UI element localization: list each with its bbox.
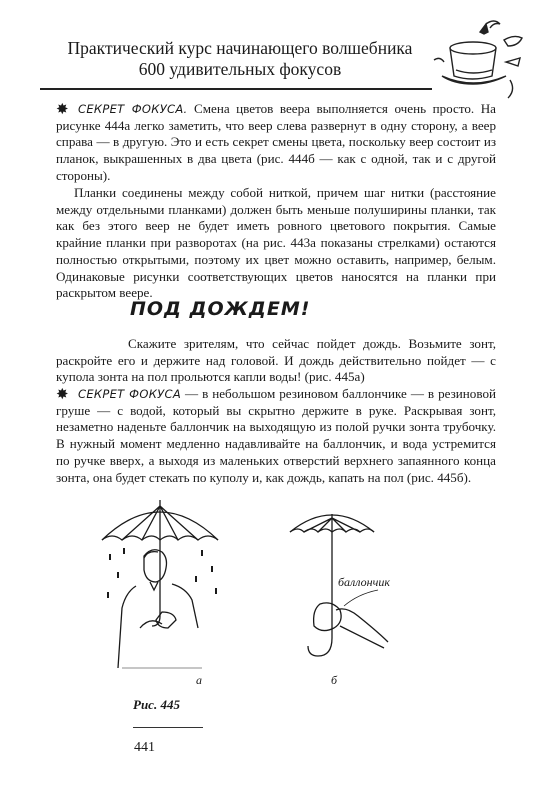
balloon-callout: баллончик: [338, 575, 390, 589]
paragraph-3: Скажите зрителям, что сейчас пойдет дождь. Возьмите зонт, раскройте его и держите над головой. И дождь действительно пойдет — с купола зонта на пол прольются капли воды! (рис. 445а): [56, 336, 496, 385]
figure-445-illustration: [100, 488, 400, 698]
running-header: [40, 38, 440, 80]
header-subtitle: 600 удивительных фокусов: [138, 59, 342, 79]
asterisk-icon: ✸: [56, 387, 69, 403]
header-title: Практический курс начинающего волшебника: [67, 38, 413, 58]
paragraph-text: — в небольшом резиновом баллончике — в резиновой груше — с водой, который вы скрытно держите в руке. Раскрывая зонт, незаметно наденьте баллончик на выходящую из полой ручки зонта трубочку. В нужный момент медленно надавливайте на баллончик, и вода устремится по ручке вверх, а выходя из маленьких отверстий верхнего запаянного конца зонта, она будет стекать по куполу и, как дождь, капать на пол (рис. 445б).: [56, 386, 496, 485]
magic-hat-icon: [420, 10, 530, 100]
paragraph-secret-1: [56, 101, 496, 185]
section-title: ПОД ДОЖДЕМ!: [130, 298, 311, 320]
figure-label-a: а: [196, 673, 202, 687]
figure-caption: Рис. 445: [133, 697, 180, 712]
figure-label-b: б: [331, 673, 338, 687]
secret-label: СЕКРЕТ ФОКУСА: [78, 387, 181, 401]
asterisk-icon: ✸: [56, 102, 69, 118]
umbrella-man-drawing: [102, 500, 218, 668]
page-number: 441: [134, 740, 155, 755]
header-rule: [40, 88, 432, 90]
paragraph-2: Планки соединены между собой ниткой, причем шаг нитки (расстояние между отдельными планками) должен быть меньше полуширины планки, так как без этого веер не будет иметь ровного цветового покрытия. Самые крайние планки при разворотах (на рис. 443а показаны стрелками) остаются полностью открытыми, поэтому их цвет можно оставить, например, белым. Одинаковые рисунки соответствующих цветов наносятся на планки при раскрытом веере.: [56, 185, 496, 301]
secret-label: СЕКРЕТ ФОКУСА.: [78, 102, 188, 116]
paragraph-secret-2: [56, 386, 496, 486]
paragraph-text: Смена цветов веера выполняется очень просто. На рисунке 444а легко заметить, что веер слева развернут в одну сторону, а веер справа — в другую. Это и есть секрет смены цвета, поскольку веер состоит из планок, выкрашенных в два цвета (рис. 444б — как с одной, так и с другой стороны).: [56, 101, 496, 183]
footer-rule: [133, 727, 203, 728]
